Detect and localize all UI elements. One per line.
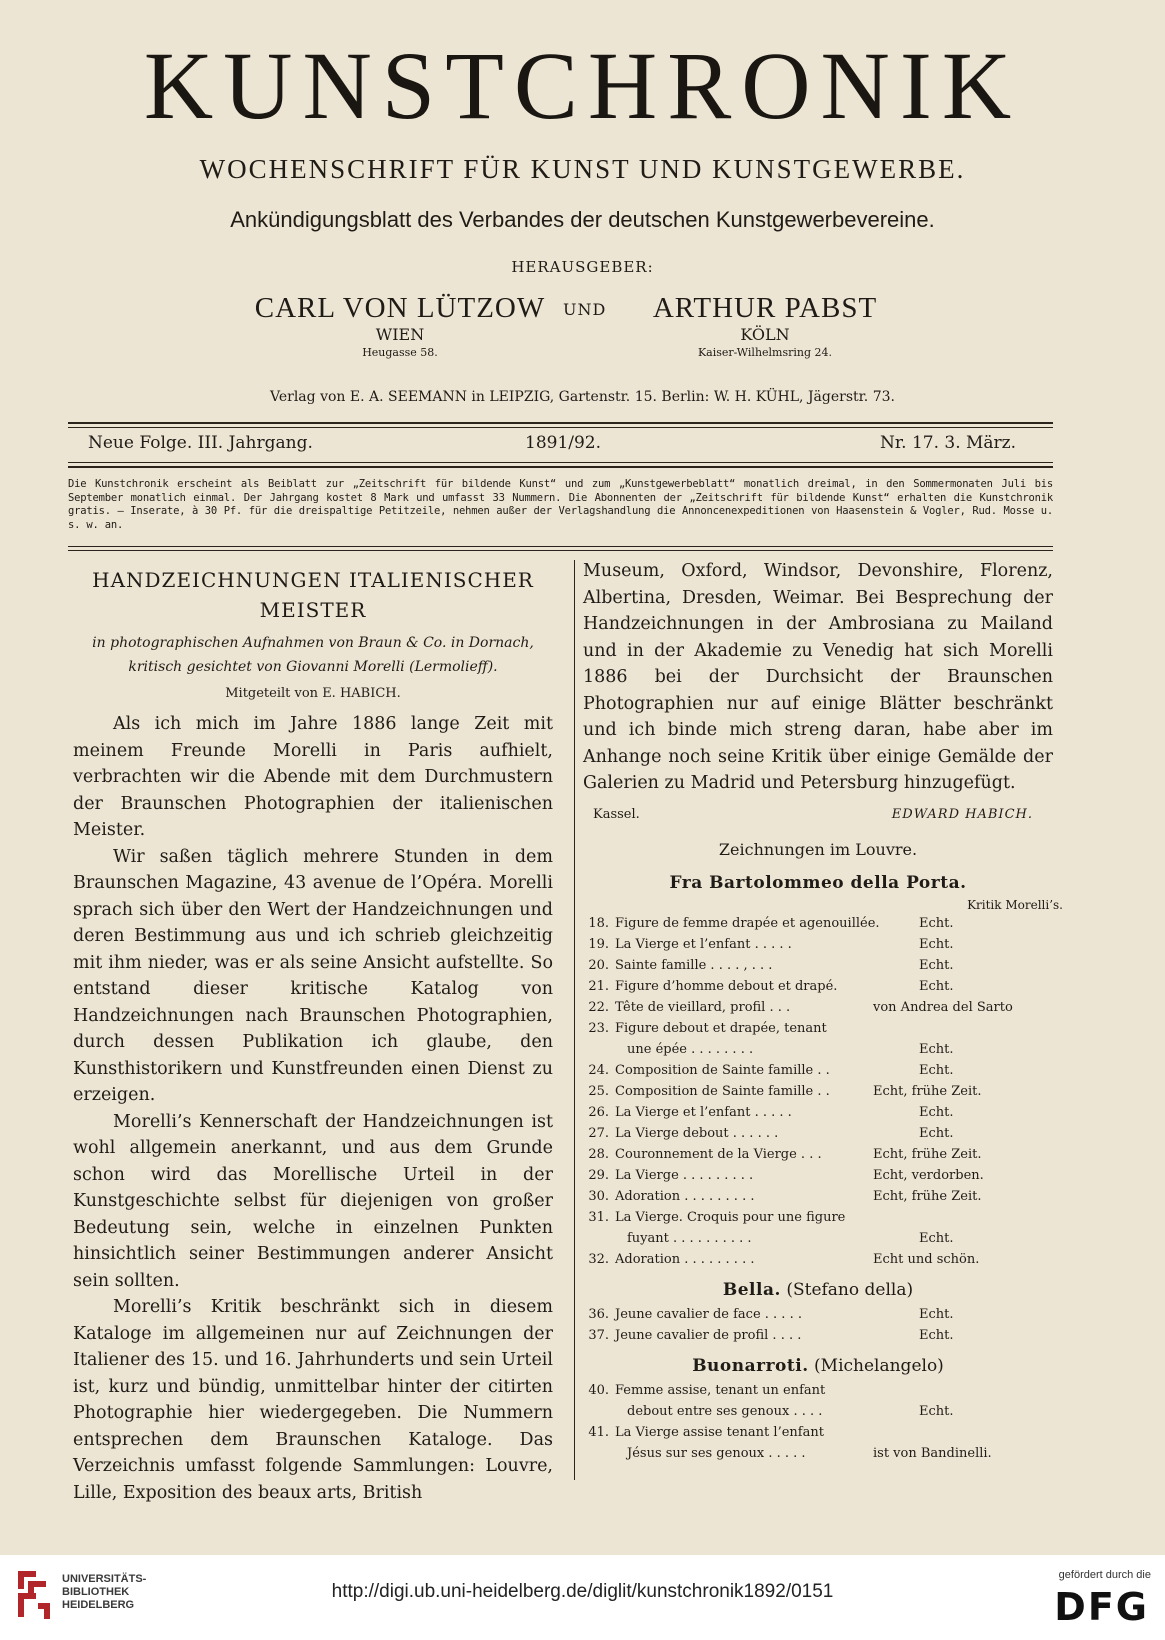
artist-name: Bella. <box>722 1279 781 1300</box>
rule-bottom-thin <box>68 550 1053 551</box>
list-item <box>583 1102 1053 1123</box>
institution-line: BIBLIOTHEK <box>62 1586 130 1598</box>
entry-number: 20. <box>588 957 609 973</box>
article-subtitle <box>73 631 553 679</box>
entry-title: La Vierge . . . . . . . . . <box>615 1167 754 1183</box>
list-item <box>583 1039 1053 1060</box>
editor-2 <box>645 292 885 361</box>
article-title-line: HANDZEICHNUNGEN ITALIENISCHER <box>92 568 534 592</box>
entry-verdict: Echt. <box>919 1125 954 1141</box>
entry-list <box>583 1304 1053 1346</box>
right-column <box>583 558 1063 1464</box>
list-item <box>583 1325 1053 1346</box>
entry-title: Adoration . . . . . . . . . <box>615 1188 755 1204</box>
entry-title: debout entre ses genoux . . . . <box>627 1403 823 1419</box>
entry-title: Figure de femme drapée et agenouillée. <box>615 915 880 931</box>
signature-line <box>583 803 1053 827</box>
entry-verdict: von Andrea del Sarto <box>873 999 1013 1015</box>
list-item <box>583 1422 1053 1443</box>
section-heading: Zeichnungen im Louvre. <box>718 839 918 859</box>
entry-title: La Vierge et l’enfant . . . . . <box>615 1104 792 1120</box>
entry-number: 28. <box>588 1146 609 1162</box>
list-item <box>583 997 1053 1018</box>
artist-name: Fra Bartolommeo della Porta. <box>669 872 967 893</box>
column-divider <box>574 560 575 1480</box>
entry-verdict: Echt. <box>919 978 954 994</box>
entry-verdict: Echt, frühe Zeit. <box>873 1083 982 1099</box>
list-item <box>583 934 1053 955</box>
entry-verdict: Echt. <box>919 1041 954 1057</box>
list-item <box>583 1207 1053 1228</box>
rule-bottom <box>68 546 1053 547</box>
masthead-subtitle: WOCHENSCHRIFT FÜR KUNST UND KUNSTGEWERBE. <box>199 154 966 184</box>
entry-number: 24. <box>588 1062 609 1078</box>
publisher-line: Verlag von E. A. SEEMANN in LEIPZIG, Gartenstr. 15. Berlin: W. H. KÜHL, Jägerstr. 73. <box>270 389 895 405</box>
artist-note: (Stefano della) <box>786 1279 914 1300</box>
article-paragraph: Wir saßen täglich mehrere Stunden in dem Braunschen Magazine, 43 avenue de l’Opéra. Morelli sprach sich über den Wert der Handzeichnungen und deren Bestimmung aus und ich schrieb gleichzeitig mit ihm nieder, was er als seine Ansicht aufstellte. So entstand dieser kritische Katalog von Handzeichnungen nach Braunschen Photographien, durch dessen Publikation ich glaube, den Kunsthistorikern und Kunstfreunden einen Dienst zu erzeigen. <box>73 846 553 1105</box>
entry-list <box>583 913 1053 1270</box>
editor-address: Kaiser-Wilhelmsring 24. <box>697 346 833 359</box>
signature: EDWARD HABICH. <box>891 806 1033 822</box>
masthead-title: KUNSTCHRONIK <box>143 32 1022 139</box>
list-item <box>583 1123 1053 1144</box>
entry-number: 23. <box>588 1020 609 1036</box>
article-paragraph: Morelli’s Kritik beschränkt sich in diesem Kataloge im allgemeinen nur auf Zeichnungen der Italiener des 15. und 16. Jahrhunderts und sein Urteil ist, kurz und bündig, unmittelbar hinter der citirten Photographie hier wiedergegeben. Die Nummern entsprechen dem Braunschen Kataloge. Das Verzeichnis umfasst folgende Sammlungen: Louvre, Lille, Exposition des beaux arts, British <box>73 1297 553 1503</box>
institution-line: UNIVERSITÄTS- <box>62 1573 147 1585</box>
artist-heading <box>583 1276 1053 1304</box>
entry-verdict: Echt und schön. <box>873 1251 980 1267</box>
entry-verdict: Echt. <box>919 1403 954 1419</box>
funded-by-label: gefördert durch die <box>1058 1569 1151 1581</box>
and-word: UND <box>563 300 607 319</box>
subscription-notice: Die Kunstchronik erscheint als Beiblatt zur „Zeitschrift für bildende Kunst“ und zum „Kunstgewerbeblatt“ monatlich dreimal, in den Sommermonaten Juli bis September monatlich einmal. Der Jahrgang kostet 8 Mark und umfasst 33 Nummern. Die Abonnenten der „Zeitschrift für bildende Kunst“ erhalten die Kunstchronik gratis. — Inserate, à 30 Pf. für die dreispaltige Petitzeile, nehmen außer der Verlagshandlung die Annoncenexpeditionen von Haasenstein & Vogler, Rud. Mosse u. s. w. an. <box>68 478 1053 531</box>
publisher-label: HERAUSGEBER: <box>511 258 654 276</box>
entry-title: Composition de Sainte famille . . <box>615 1083 830 1099</box>
list-item <box>583 1304 1053 1325</box>
entry-title: La Vierge assise tenant l’enfant <box>615 1424 824 1440</box>
list-item <box>583 1186 1053 1207</box>
entry-verdict: Echt. <box>919 1327 954 1343</box>
entry-number: 27. <box>588 1125 609 1141</box>
entry-verdict: Echt, frühe Zeit. <box>873 1188 982 1204</box>
entry-number: 40. <box>588 1382 609 1398</box>
entry-title: Tête de vieillard, profil . . . <box>615 999 791 1015</box>
entry-verdict: ist von Bandinelli. <box>873 1445 992 1461</box>
list-item <box>583 1081 1053 1102</box>
article-paragraph: Als ich mich im Jahre 1886 lange Zeit mit meinem Freunde Morelli in Paris aufhielt, verbrachten wir die Abende mit dem Durchmustern der Braunschen Photographien der italienischen Meister. <box>73 714 553 840</box>
entry-list <box>583 1380 1053 1464</box>
entry-number: 30. <box>588 1188 609 1204</box>
entry-number: 29. <box>588 1167 609 1183</box>
entry-title: une épée . . . . . . . . <box>627 1041 754 1057</box>
list-item <box>583 1249 1053 1270</box>
entry-title: fuyant . . . . . . . . . . <box>627 1230 752 1246</box>
editor-city: WIEN <box>375 325 425 344</box>
artist-note: (Michelangelo) <box>814 1355 944 1376</box>
list-item <box>583 1228 1053 1249</box>
entry-title: Figure d’homme debout et drapé. <box>615 978 838 994</box>
list-item <box>583 1443 1053 1464</box>
editor-1 <box>240 292 560 361</box>
entry-title: Jeune cavalier de face . . . . . <box>615 1306 802 1322</box>
article-title <box>73 565 553 625</box>
list-item <box>583 976 1053 997</box>
rule-top <box>68 422 1053 424</box>
editor-name: CARL VON LÜTZOW <box>254 292 546 324</box>
entry-verdict: Echt. <box>919 1230 954 1246</box>
source-url-link[interactable]: http://digi.ub.uni-heidelberg.de/diglit/kunstchronik1892/0151 <box>331 1581 834 1602</box>
rule-top-thin <box>68 427 1053 428</box>
rule-mid <box>68 462 1053 463</box>
artist-name: Buonarroti. <box>692 1355 809 1376</box>
entry-title: La Vierge et l’enfant . . . . . <box>615 936 792 952</box>
issue-number: Nr. 17. 3. März. <box>880 433 1017 453</box>
entry-number: 25. <box>588 1083 609 1099</box>
article-title-line: MEISTER <box>259 598 367 622</box>
entry-title: La Vierge. Croquis pour une figure <box>615 1209 846 1225</box>
list-item <box>583 1060 1053 1081</box>
entry-number: 19. <box>588 936 609 952</box>
entry-verdict: Echt. <box>919 936 954 952</box>
left-column <box>73 565 553 1506</box>
entry-number: 31. <box>588 1209 609 1225</box>
place: Kassel. <box>593 806 640 822</box>
dfg-logo-icon: DFG <box>1054 1585 1149 1629</box>
article-continuation: Museum, Oxford, Windsor, Devonshire, Florenz, Albertina, Dresden, Weimar. Bei Besprechung der Handzeichnungen in der Ambrosiana zu Mailand und in der Akademie zu Venedig hat sich Morelli 1886 bei der Durchsicht der Braunschen Photographien nur auf einige Blätter beschränkt und ich binde mich streng daran, habe aber im Anhange noch seine Kritik über einige Gemälde der Galerien zu Madrid und Petersburg hinzugefügt. <box>583 561 1053 793</box>
list-item <box>583 1018 1053 1039</box>
catalogue <box>583 869 1063 1464</box>
entry-number: 26. <box>588 1104 609 1120</box>
entry-title: Femme assise, tenant un enfant <box>615 1382 826 1398</box>
entry-number: 18. <box>588 915 609 931</box>
entry-number: 36. <box>588 1306 609 1322</box>
entry-title: Sainte famille . . . . , . . . <box>615 957 773 973</box>
entry-number: 21. <box>588 978 609 994</box>
entry-title: Figure debout et drapée, tenant <box>615 1020 827 1036</box>
entry-verdict: Echt. <box>919 1306 954 1322</box>
entry-verdict: Echt, frühe Zeit. <box>873 1146 982 1162</box>
entry-number: 37. <box>588 1327 609 1343</box>
article-byline: Mitgeteilt von E. HABICH. <box>225 686 401 701</box>
entry-number: 41. <box>588 1424 609 1440</box>
announcement-line: Ankündigungsblatt des Verbandes der deutschen Kunstgewerbevereine. <box>230 207 935 232</box>
entry-verdict: Echt. <box>919 915 954 931</box>
artist-heading <box>583 869 1053 897</box>
list-item <box>583 913 1053 934</box>
kritik-label: Kritik Morelli’s. <box>967 897 1063 912</box>
entry-title: Couronnement de la Vierge . . . <box>615 1146 822 1162</box>
institution-line: HEIDELBERG <box>62 1599 135 1611</box>
editors-block <box>0 292 1165 372</box>
artist-heading <box>583 1352 1053 1380</box>
list-item <box>583 1401 1053 1422</box>
editor-address: Heugasse 58. <box>362 346 438 359</box>
entry-number: 22. <box>588 999 609 1015</box>
entry-verdict: Echt. <box>919 1104 954 1120</box>
entry-verdict: Echt, verdorben. <box>873 1167 984 1183</box>
list-item <box>583 955 1053 976</box>
editor-name: ARTHUR PABST <box>652 292 878 324</box>
issue-year: 1891/92. <box>525 433 602 453</box>
entry-verdict: Echt. <box>919 1062 954 1078</box>
article-paragraph: Morelli’s Kennerschaft der Handzeichnungen ist wohl allgemein anerkannt, und aus dem Grunde schon wird das Morellische Urteil in der Kunstgeschichte selbst für diejenigen von großer Bedeutung sein, welche in einzelnen Punkten hinsichtlich seiner Bestimmungen anderer Ansicht sein sollten. <box>73 1111 553 1291</box>
rule-mid-thick <box>68 466 1053 468</box>
list-item <box>583 1165 1053 1186</box>
entry-title: Jésus sur ses genoux . . . . . <box>627 1445 806 1461</box>
editor-city: KÖLN <box>740 325 790 344</box>
entry-title: Adoration . . . . . . . . . <box>615 1251 755 1267</box>
footer-bar <box>0 1555 1165 1640</box>
entry-title: La Vierge debout . . . . . . <box>615 1125 779 1141</box>
article-subtitle-line: in photographischen Aufnahmen von Braun & Co. in Dornach, <box>92 635 534 651</box>
entry-title: Composition de Sainte famille . . <box>615 1062 830 1078</box>
entry-number: 32. <box>588 1251 609 1267</box>
entry-title: Jeune cavalier de profil . . . . <box>615 1327 802 1343</box>
entry-verdict: Echt. <box>919 957 954 973</box>
list-item <box>583 1144 1053 1165</box>
issue-series: Neue Folge. III. Jahrgang. <box>88 433 313 453</box>
list-item <box>583 1380 1053 1401</box>
article-subtitle-line: kritisch gesichtet von Giovanni Morelli (Lermolieff). <box>128 659 498 675</box>
